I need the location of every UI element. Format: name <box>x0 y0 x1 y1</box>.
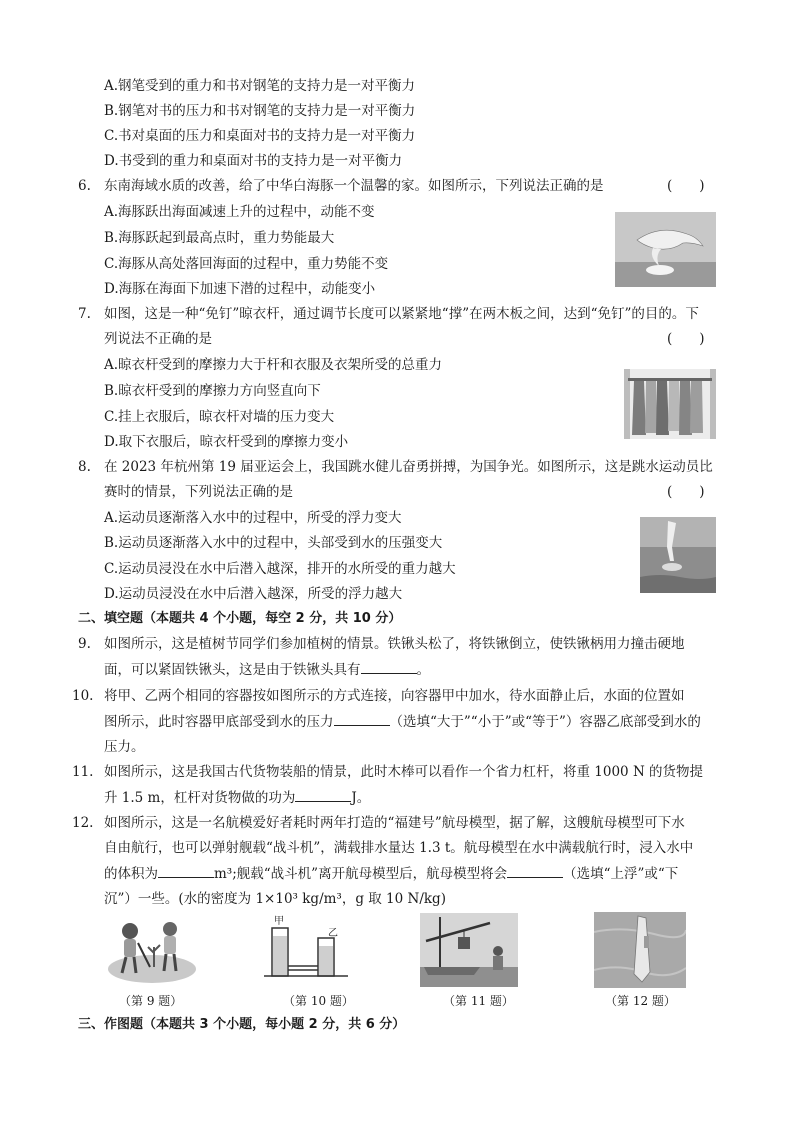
fig10-label-yi: 乙 <box>328 928 338 939</box>
q12-line3-text: 的体积为 <box>104 866 158 882</box>
fig9-tree-planting-image <box>104 917 200 987</box>
q9-answer-blank[interactable] <box>361 661 417 674</box>
q8-option-d: D.运动员浸没在水中后潜入越深，所受的浮力越大 <box>104 586 403 602</box>
q5-option-c: C.书对桌面的压力和桌面对书的支持力是一对平衡力 <box>104 128 416 144</box>
q6-option-b: B.海豚跃起到最高点时，重力势能最大 <box>104 230 335 246</box>
dolphin-image <box>615 212 716 287</box>
fig12-caption: （第 12 题） <box>605 994 676 1008</box>
section-2-heading: 二、填空题（本题共 4 个小题，每空 2 分，共 10 分） <box>78 611 402 626</box>
q9-line2-end: 。 <box>416 662 430 678</box>
q12-answer-blank-2[interactable] <box>507 865 563 878</box>
q8-number: 8. <box>78 459 91 475</box>
q6-number: 6. <box>78 178 91 194</box>
q6-option-d: D.海豚在海面下加速下潜的过程中，动能变小 <box>104 281 376 297</box>
q6-option-c: C.海豚从高处落回海面的过程中，重力势能不变 <box>104 256 389 272</box>
q8-stem-line2: 赛时的情景，下列说法正确的是 <box>104 484 293 500</box>
q11-line2-text: 升 1.5 m，杠杆对货物做的功为 <box>104 790 296 806</box>
q11-answer-blank[interactable] <box>295 789 351 802</box>
q11-line2-end: J。 <box>351 790 371 806</box>
q9-line2 <box>104 660 430 680</box>
fig10-caption: （第 10 题） <box>283 994 354 1008</box>
q6-answer-paren: ( ) <box>667 178 705 194</box>
q10-line1: 将甲、乙两个相同的容器按如图所示的方式连接，向容器甲中加水，待水面静止后，水面的位置如 <box>104 688 685 704</box>
fig9-caption: （第 9 题） <box>119 994 183 1008</box>
q12-line4: 沉”）一些。(水的密度为 1×10³ kg/m³，g 取 10 N/kg) <box>104 891 446 907</box>
q10-line3: 压力。 <box>104 739 145 755</box>
q5-option-d: D.书受到的重力和桌面对书的支持力是一对平衡力 <box>104 153 403 169</box>
q10-answer-blank[interactable] <box>334 713 390 726</box>
q7-stem-line1: 如图，这是一种“免钉”晾衣杆，通过调节长度可以紧紧地“撑”在两木板之间，达到“免钉”的目的。下 <box>104 306 699 322</box>
q7-option-d: D.取下衣服后，晾衣杆受到的摩擦力变小 <box>104 434 349 450</box>
q7-answer-paren: ( ) <box>667 331 705 347</box>
q6-stem: 东南海域水质的改善，给了中华白海豚一个温馨的家。如图所示，下列说法正确的是 <box>104 178 604 194</box>
fig10-label-jia: 甲 <box>274 916 284 927</box>
q11-line1: 如图所示，这是我国古代货物装船的情景，此时木棒可以看作一个省力杠杆，将重 1000 N 的货物提 <box>104 764 704 780</box>
q9-number: 9. <box>78 636 91 652</box>
q7-option-a: A.晾衣杆受到的摩擦力大于杆和衣服及衣架所受的总重力 <box>104 357 443 373</box>
q12-number: 12. <box>72 815 94 831</box>
q12-answer-blank-1[interactable] <box>158 865 214 878</box>
fig11-caption: （第 11 题） <box>443 994 514 1008</box>
section-3-heading: 三、作图题（本题共 3 个小题，每小题 2 分，共 6 分） <box>78 1017 406 1032</box>
q6-option-a: A.海豚跃出海面减速上升的过程中，动能不变 <box>104 204 375 220</box>
q11-number: 11. <box>72 764 94 780</box>
q7-option-b: B.晾衣杆受到的摩擦力方向竖直向下 <box>104 383 321 399</box>
q7-stem-line2: 列说法不正确的是 <box>104 331 212 347</box>
diver-image <box>640 517 716 593</box>
q5-option-b: B.钢笔对书的压力和书对钢笔的支持力是一对平衡力 <box>104 103 416 119</box>
q9-line2-text: 面，可以紧固铁锹头，这是由于铁锹头具有 <box>104 662 361 678</box>
q10-line2-end: （选填“大于”“小于”或“等于”）容器乙底部受到水的 <box>389 714 701 730</box>
q12-line2: 自由航行，也可以弹射舰载“战斗机”，满载排水量达 1.3 t。航母模型在水中满载航行时，浸入水中 <box>104 840 694 856</box>
q7-option-c: C.挂上衣服后，晾衣杆对墙的压力变大 <box>104 409 335 425</box>
clothes-rack-image <box>624 369 716 439</box>
q5-option-a: A.钢笔受到的重力和书对钢笔的支持力是一对平衡力 <box>104 78 416 94</box>
q8-option-a: A.运动员逐渐落入水中的过程中，所受的浮力变大 <box>104 510 402 526</box>
fig11-loading-ship-image <box>420 913 518 987</box>
q8-stem-line1: 在 2023 年杭州第 19 届亚运会上，我国跳水健儿奋勇拼搏，为国争光。如图所示，这是跳水运动员比 <box>104 459 713 475</box>
q12-line3-end: （选填“上浮”或“下 <box>563 866 679 882</box>
q8-option-c: C.运动员浸没在水中后潜入越深，排开的水所受的重力越大 <box>104 561 456 577</box>
q9-line1: 如图所示，这是植树节同学们参加植树的情景。铁锹头松了，将铁锹倒立，使铁锹柄用力撞击硬地 <box>104 636 685 652</box>
q8-answer-paren: ( ) <box>667 484 705 500</box>
q8-option-b: B.运动员逐渐落入水中的过程中，头部受到水的压强变大 <box>104 535 443 551</box>
q11-line2 <box>104 788 370 808</box>
q7-number: 7. <box>78 306 91 322</box>
q12-line1: 如图所示，这是一名航模爱好者耗时两年打造的“福建号”航母模型，据了解，这艘航母模型可下水 <box>104 815 685 831</box>
fig10-connected-containers-diagram <box>262 912 354 986</box>
fig12-carrier-model-image <box>594 912 686 988</box>
q10-number: 10. <box>72 688 94 704</box>
q10-line2 <box>104 712 701 732</box>
q12-line3 <box>104 864 678 884</box>
q10-line2-text: 图所示，此时容器甲底部受到水的压力 <box>104 714 334 730</box>
q12-line3-mid: m³;舰载“战斗机”离开航母模型后，航母模型将会 <box>214 866 508 882</box>
